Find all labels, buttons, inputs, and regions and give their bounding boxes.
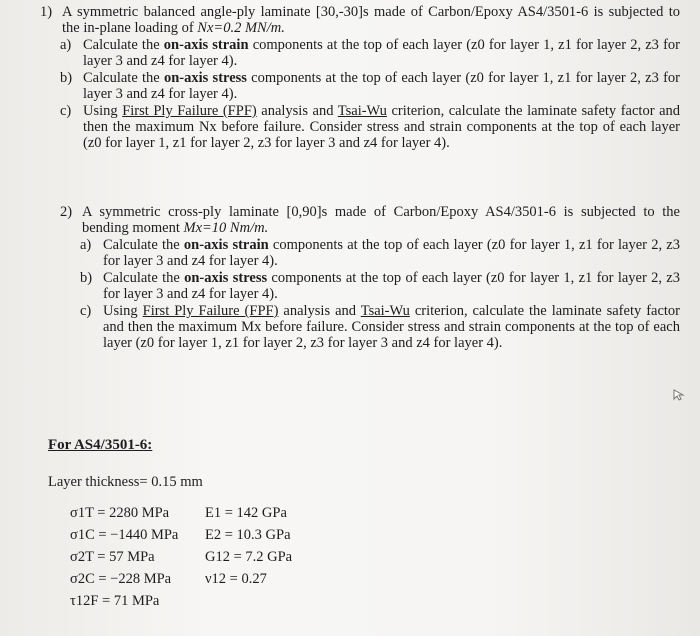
cursor-icon: [672, 388, 686, 402]
problem-2: [60, 204, 680, 352]
sub-question-a: a) Calculate the on-axis strain components at the top of each layer (z0 for layer 1, z1 for layer 2, z3 for layer 3 and z4 for layer 4).: [60, 37, 680, 69]
property-left: σ2C = −228 MPa: [70, 571, 172, 587]
problem-1: [40, 4, 680, 152]
load-value: Mx=10 Nm/m.: [183, 220, 269, 236]
property-right: G12 = 7.2 GPa: [205, 549, 293, 565]
sub-question-c: c) Using First Ply Failure (FPF) analysis and Tsai-Wu criterion, calculate the laminate safety factor and then the maximum Mx before failure. Consider stress and strain components at the top of each layer (z0 for layer 1, z1 for layer 2, z3 for layer 3 and z4 for layer 4).: [80, 303, 681, 351]
sub-question-b: b) Calculate the on-axis stress components at the top of each layer (z0 for layer 1, z1 for layer 2, z3 for layer 3 and z4 for layer 4).: [80, 270, 680, 302]
problem-number: 2): [60, 204, 73, 220]
property-left: σ1T = 2280 MPa: [70, 505, 170, 521]
property-row: [70, 549, 292, 571]
property-right: E1 = 142 GPa: [205, 505, 287, 521]
property-left: σ2T = 57 MPa: [70, 549, 155, 565]
material-heading: For AS4/3501-6:: [48, 437, 153, 453]
property-row: [70, 593, 292, 615]
problem-statement: A symmetric cross-ply laminate [0,90]s made of Carbon/Epoxy AS4/3501-6 is subjected to the bending moment Mx=10 Nm/m.: [82, 204, 680, 236]
layer-thickness: Layer thickness= 0.15 mm: [48, 474, 203, 490]
property-right: E2 = 10.3 GPa: [205, 527, 291, 543]
sub-question-b: b) Calculate the on-axis stress components at the top of each layer (z0 for layer 1, z1 for layer 2, z3 for layer 3 and z4 for layer 4).: [60, 70, 680, 102]
property-left: σ1C = −1440 MPa: [70, 527, 179, 543]
property-row: [70, 505, 292, 527]
property-left: τ12F = 71 MPa: [70, 593, 160, 609]
sub-question-a: a) Calculate the on-axis strain components at the top of each layer (z0 for layer 1, z1 for layer 2, z3 for layer 3 and z4 for layer 4).: [80, 237, 680, 269]
property-right: ν12 = 0.27: [205, 571, 267, 587]
property-row: [70, 527, 292, 549]
property-row: [70, 571, 292, 593]
load-value: Nx=0.2 MN/m.: [197, 20, 285, 36]
material-properties: [70, 505, 292, 615]
problem-number: 1): [40, 4, 53, 20]
problem-statement: A symmetric balanced angle-ply laminate [30,-30]s made of Carbon/Epoxy AS4/3501-6 is subjected to the in-plane loading of Nx=0.2 MN/m.: [62, 4, 680, 36]
sub-question-c: c) Using First Ply Failure (FPF) analysis and Tsai-Wu criterion, calculate the laminate safety factor and then the maximum Nx before failure. Consider stress and strain components at the top of each layer (z0 for layer 1, z1 for layer 2, z3 for layer 3 and z4 for layer 4).: [60, 103, 681, 151]
